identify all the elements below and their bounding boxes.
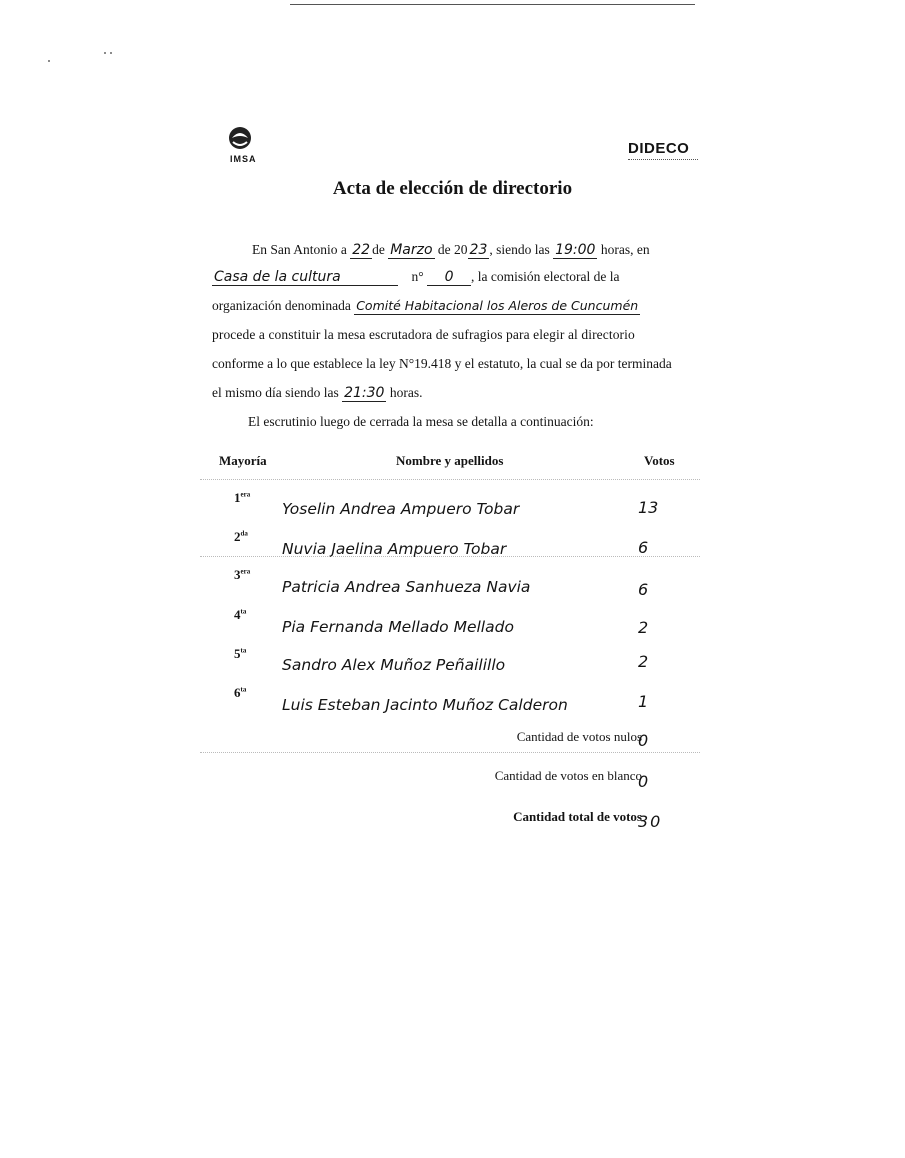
scan-speck [110, 52, 112, 54]
candidate-name: Luis Esteban Jacinto Muñoz Calderon [282, 696, 568, 714]
dotted-guide [200, 556, 700, 558]
name-column-header: Nombre y apellidos [396, 453, 504, 468]
document-title: Acta de elección de directorio [332, 178, 573, 199]
total-votes-value: 30 [638, 812, 663, 831]
dotted-guide [200, 479, 700, 481]
text: el mismo día siendo las [212, 385, 339, 400]
paragraph-line-6 [212, 384, 422, 402]
month-field: Marzo [390, 242, 433, 258]
day-field: 22 [352, 242, 371, 258]
paragraph-line-4: procede a constituir la mesa escrutadora de sufragios para elegir al directorio [212, 327, 635, 342]
rank-cell: $4^{ta}$ [234, 607, 247, 622]
candidate-votes: 2 [638, 618, 649, 637]
text: organización denominada [212, 298, 351, 313]
candidate-name: Yoselin Andrea Ampuero Tobar [282, 500, 520, 518]
rank-cell: $2^{da}$ [234, 529, 248, 544]
rank-cell: $6^{ta}$ [234, 685, 247, 700]
candidate-name: Sandro Alex Muñoz Peñailillo [282, 656, 506, 674]
dotted-guide [200, 752, 700, 754]
scan-edge-line [290, 4, 695, 5]
scan-speck [48, 60, 50, 62]
paragraph-line-1 [252, 241, 650, 259]
number-field: 0 [427, 269, 471, 286]
municipality-emblem-icon [220, 124, 260, 154]
text: , la comisión electoral de la [471, 269, 620, 284]
candidate-votes: 13 [638, 498, 659, 517]
blank-votes-label: Cantidad de votos en blanco [494, 768, 642, 783]
text: , siendo las [489, 242, 550, 257]
rank-cell: $1^{era}$ [234, 490, 251, 505]
total-votes-label: Cantidad total de votos [513, 809, 642, 824]
municipality-logo [220, 124, 280, 174]
null-votes-value: 0 [638, 731, 649, 750]
text: En San Antonio a [252, 242, 347, 257]
organization-name-field: Comité Habitacional los Aleros de Cuncumén [356, 298, 639, 313]
paragraph-line-2 [212, 268, 619, 286]
year-field: 23 [469, 242, 488, 258]
candidate-votes: 1 [638, 692, 649, 711]
rank-cell: $5^{ta}$ [234, 646, 247, 661]
text: de [372, 242, 385, 257]
municipality-logo-text: IMSA [230, 154, 257, 164]
text: horas, en [600, 242, 650, 257]
paragraph-line-3 [212, 297, 640, 315]
scan-speck [104, 52, 106, 54]
paragraph-line-7: El escrutinio luego de cerrada la mesa se detalla a continuación: [248, 414, 594, 429]
candidate-votes: 6 [638, 538, 649, 557]
rank-column-header: Mayoría [219, 453, 267, 468]
dideco-logo-text: DIDECO [628, 140, 690, 157]
candidate-votes: 2 [638, 652, 649, 671]
null-votes-label: Cantidad de votos nulos [516, 729, 642, 744]
rank-cell: $3^{era}$ [234, 567, 251, 582]
text: horas. [389, 385, 423, 400]
votes-column-header: Votos [644, 453, 675, 468]
dideco-logo [628, 128, 708, 172]
candidate-name: Patricia Andrea Sanhueza Navia [282, 578, 531, 596]
dideco-logo-subtitle [628, 159, 698, 165]
blank-votes-value: 0 [638, 772, 649, 791]
candidate-name: Pia Fernanda Mellado Mellado [282, 618, 514, 636]
end-time-field: 21:30 [344, 385, 385, 401]
candidate-votes: 6 [638, 580, 649, 599]
text: n° [411, 269, 424, 284]
place-field: Casa de la cultura [212, 269, 398, 286]
start-time-field: 19:00 [555, 242, 596, 258]
paragraph-line-5: conforme a lo que establece la ley N°19.418 y el estatuto, la cual se da por terminada [212, 356, 672, 371]
candidate-name: Nuvia Jaelina Ampuero Tobar [282, 540, 507, 558]
text: de 20 [437, 242, 468, 257]
